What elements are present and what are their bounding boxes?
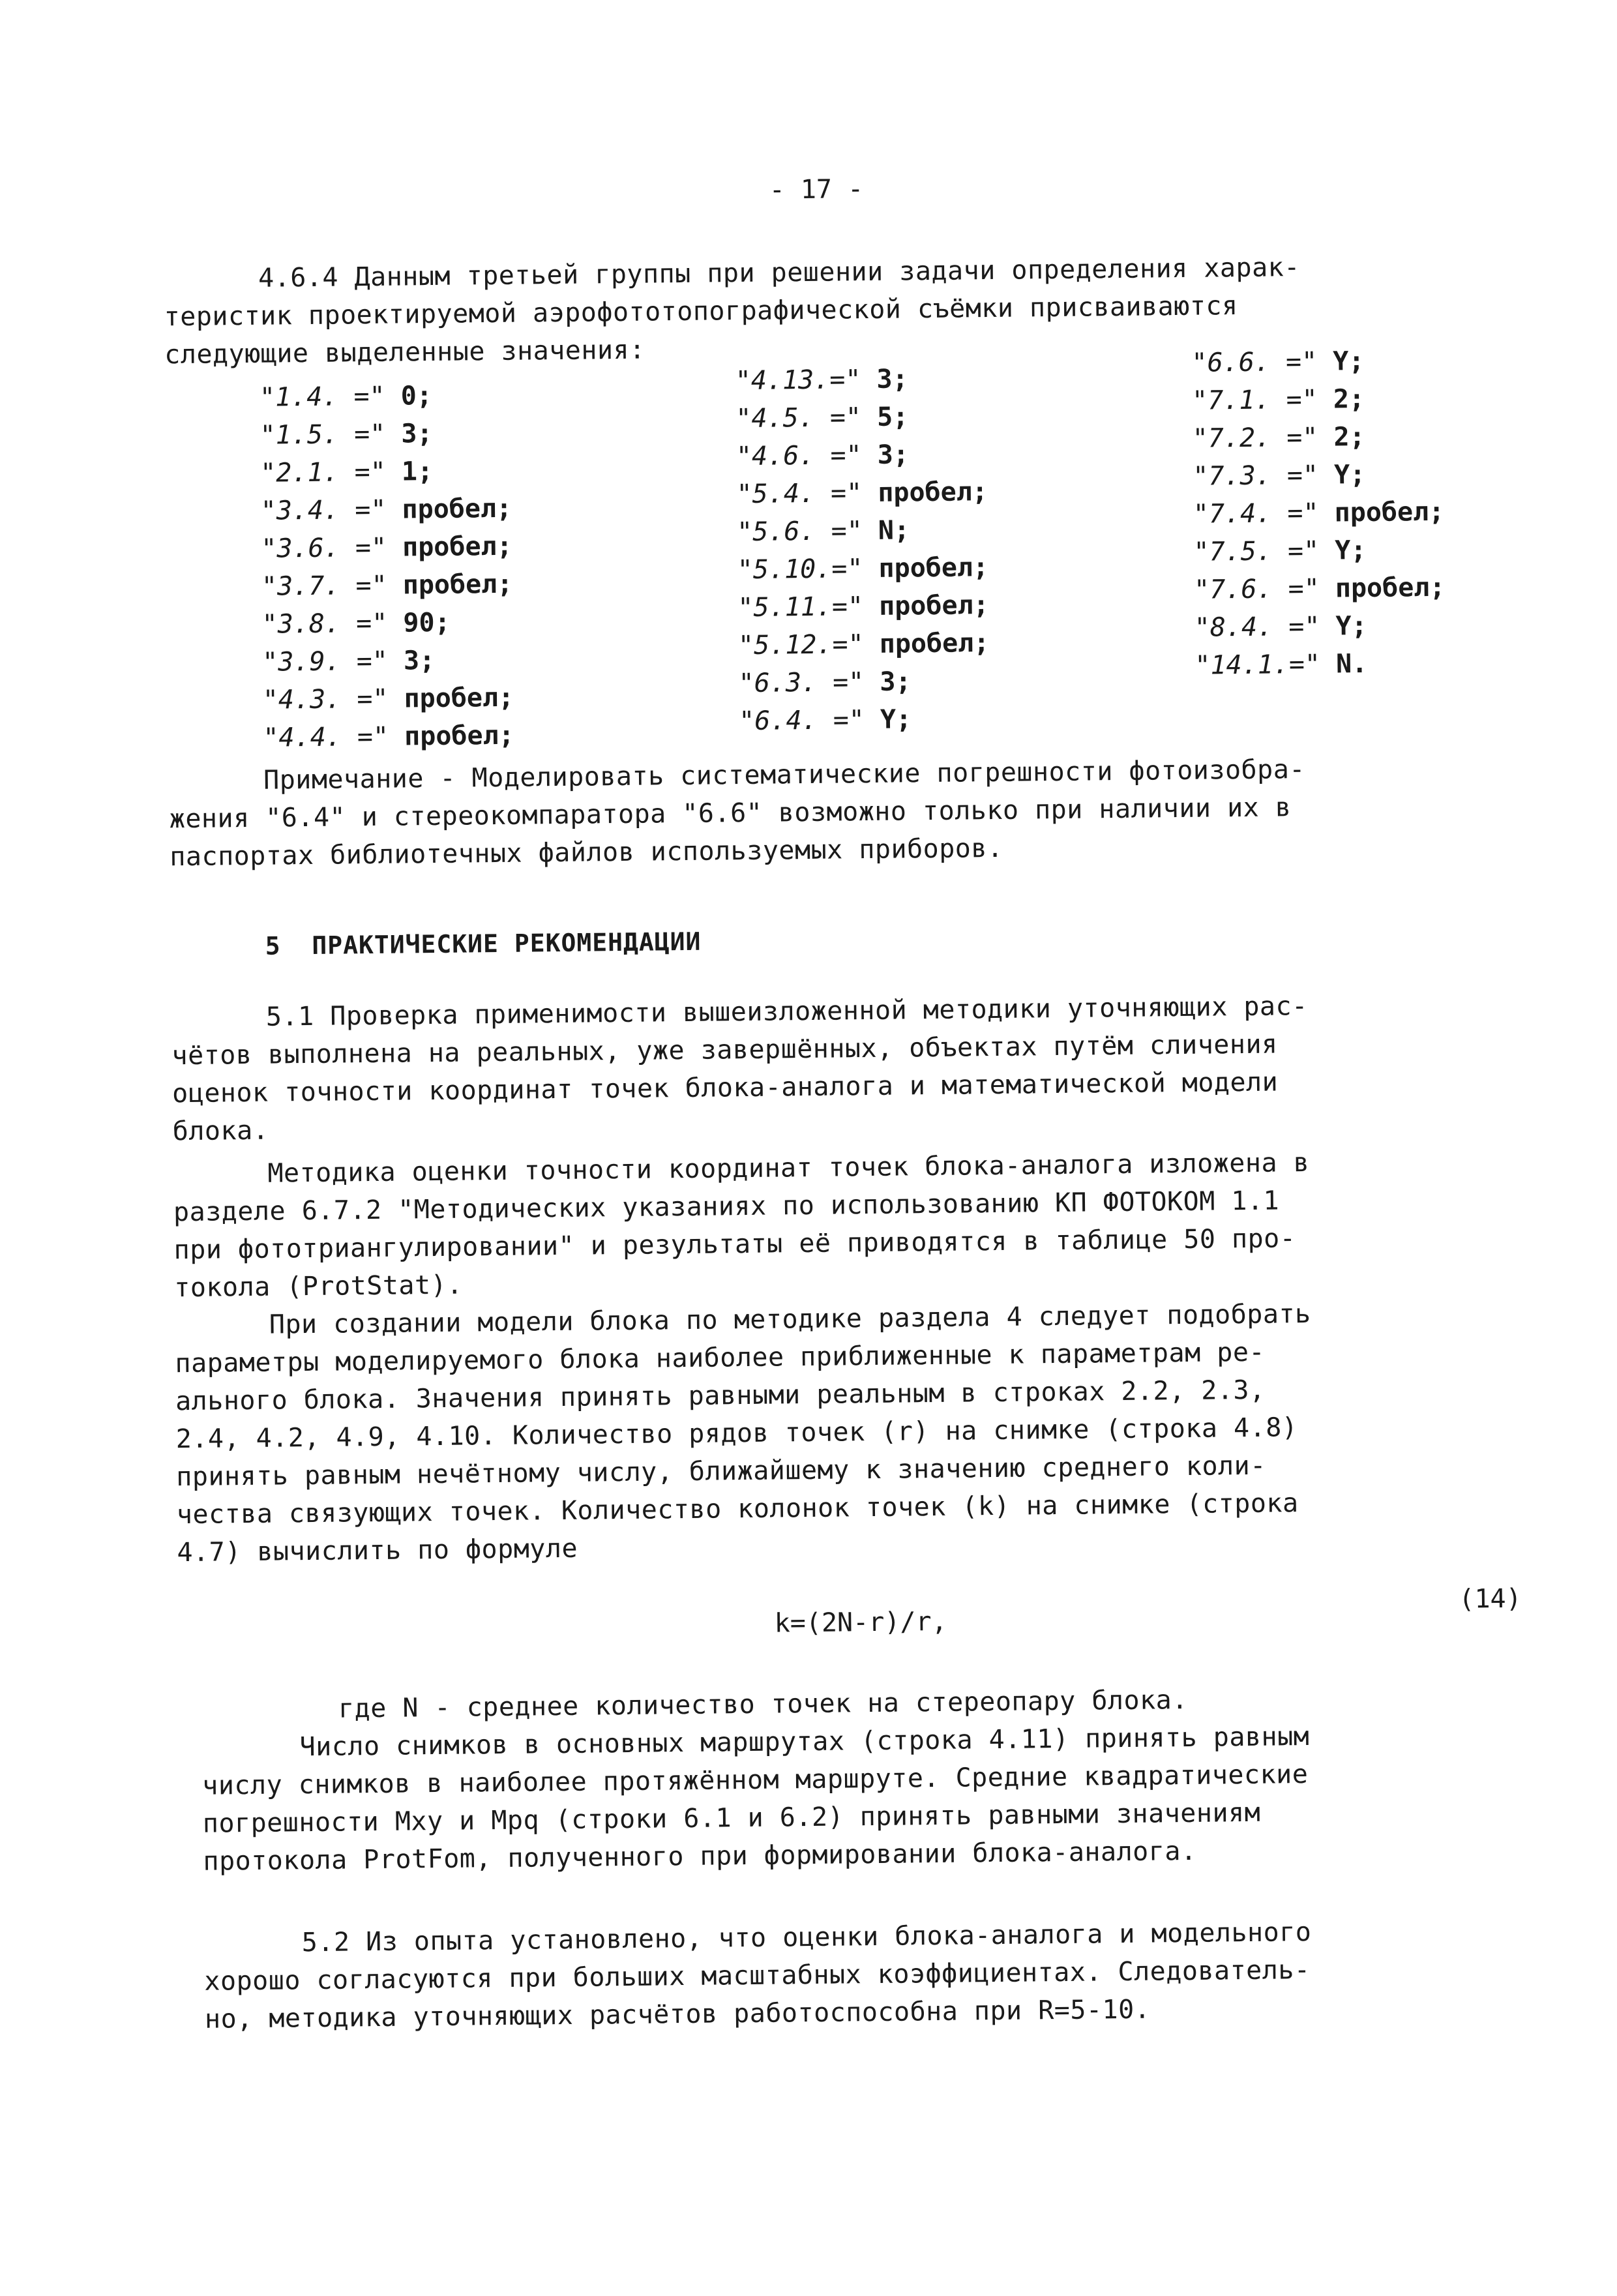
p52-line-2: хорошо согласуются при больших масштабных коэффициентах. Следователь-: [204, 1955, 1311, 1997]
value-key: "7.1. =": [1191, 384, 1318, 416]
p-model-line-6: чества связующих точек. Количество колонок точек (k) на снимке (строка: [176, 1488, 1299, 1530]
p-method-line-3: при фототриангулировании" и результаты её приводятся в таблице 50 про-: [173, 1223, 1296, 1266]
note-line-1: Примечание - Моделировать систематические погрешности фотоизобра-: [263, 754, 1306, 796]
p-model-line-4: 2.4, 4.2, 4.9, 4.10. Количество рядов точек (r) на снимке (строка 4.8): [175, 1412, 1298, 1455]
value-val: 3;: [401, 418, 433, 449]
p52-line-1: 5.2 Из опыта установлено, что оценки блока-аналога и модельного: [301, 1916, 1312, 1958]
value-item: [261, 494, 512, 526]
value-val: пробел;: [878, 552, 989, 584]
value-item: [260, 419, 432, 451]
value-key: "8.4. =": [1194, 611, 1320, 643]
value-key: "5.11.=": [737, 591, 864, 623]
value-key: "3.8. =": [261, 608, 388, 640]
value-item: [1193, 460, 1365, 492]
p-method-line-4: токола (ProtStat).: [174, 1270, 463, 1304]
value-key: "6.4. =": [738, 705, 865, 737]
p51-line-1: 5.1 Проверка применимости вышеизложенной методики уточняющих рас-: [265, 991, 1308, 1032]
value-item: [263, 721, 514, 753]
p-where-line-5: протокола ProtFom, полученного при формировании блока-аналога.: [203, 1836, 1197, 1877]
value-val: N;: [878, 515, 910, 546]
value-item: [1192, 384, 1365, 416]
value-item: [737, 590, 989, 623]
value-item: [261, 531, 512, 564]
value-val: 2;: [1333, 422, 1365, 453]
note-line-3: паспортах библиотечных файлов используемых приборов.: [170, 833, 1003, 872]
value-item: [263, 683, 514, 715]
value-val: Y;: [880, 704, 912, 735]
value-val: пробел;: [402, 493, 512, 525]
p51-line-4: блока.: [172, 1115, 269, 1147]
value-key: "5.12.=": [737, 629, 864, 661]
value-val: N.: [1335, 648, 1368, 679]
value-val: пробел;: [404, 720, 514, 752]
value-item: [1191, 346, 1364, 378]
section-heading: 5 ПРАКТИЧЕСКИЕ РЕКОМЕНДАЦИИ: [265, 927, 702, 961]
p-where-line-2: Число снимков в основных маршрутах (строка 4.11) принять равным: [299, 1722, 1310, 1763]
value-val: пробел;: [1335, 572, 1446, 604]
value-item: [1192, 422, 1365, 454]
value-val: 3;: [876, 364, 908, 395]
value-key: "7.2. =": [1192, 422, 1318, 454]
value-key: "6.3. =": [738, 667, 865, 699]
value-key: "7.6. =": [1193, 573, 1320, 605]
value-item: [737, 515, 910, 547]
value-key: "4.5. =": [735, 402, 862, 434]
p-model-line-5: принять равным нечётному числу, ближайшему к значению среднего коли-: [176, 1450, 1267, 1493]
p464-line-3: следующие выделенные значения:: [164, 335, 645, 370]
value-item: [738, 628, 990, 661]
value-item: [260, 456, 433, 488]
value-val: Y;: [1335, 610, 1367, 642]
value-key: "5.6. =": [736, 516, 863, 548]
value-val: Y;: [1333, 459, 1366, 490]
p-model-line-3: ального блока. Значения принять равными реальным в строках 2.2, 2.3,: [175, 1375, 1266, 1417]
p-where-line-1: где N - среднее количество точек на стереопару блока.: [338, 1684, 1189, 1724]
value-key: "1.4. =": [259, 381, 385, 413]
value-item: [261, 569, 513, 602]
equation-number: (14): [1459, 1583, 1522, 1615]
value-key: "5.10.=": [737, 554, 863, 586]
value-item: [735, 364, 908, 396]
formula: k=(2N-r)/r,: [774, 1606, 947, 1639]
value-key: "1.5. =": [260, 419, 386, 451]
p-model-line-7: 4.7) вычислить по формуле: [177, 1533, 578, 1568]
value-val: 0;: [400, 380, 433, 411]
value-item: [1193, 535, 1366, 567]
value-val: пробел;: [878, 590, 989, 621]
value-val: пробел;: [402, 531, 512, 563]
p-where-line-4: погрешности Mxy и Mpq (строки 6.1 и 6.2) принять равными значениям: [202, 1797, 1261, 1839]
value-key: "4.13.=": [735, 365, 861, 396]
p-model-line-1: При создании модели блока по методике раздела 4 следует подобрать: [269, 1298, 1311, 1340]
value-val: 3;: [880, 666, 912, 697]
value-key: "5.4. =": [736, 478, 863, 510]
value-val: пробел;: [878, 477, 988, 508]
value-item: [261, 608, 450, 640]
value-val: 2;: [1333, 384, 1365, 415]
value-item: [739, 704, 912, 736]
value-key: "3.4. =": [260, 494, 387, 526]
value-val: Y;: [1332, 346, 1365, 377]
value-key: "4.6. =": [735, 440, 862, 472]
value-val: пробел;: [1334, 496, 1445, 528]
p51-line-2: чётов выполнена на реальных, уже завершённых, объектах путём сличения: [171, 1029, 1278, 1071]
value-val: 1;: [401, 456, 434, 487]
value-item: [262, 646, 435, 678]
p464-line-1: 4.6.4 Данным третьей группы при решении задачи определения харак-: [258, 252, 1301, 293]
value-key: "7.5. =": [1193, 535, 1320, 567]
value-item: [736, 477, 988, 509]
value-key: "3.7. =": [261, 570, 387, 602]
value-val: 3;: [877, 440, 910, 470]
value-key: "7.4. =": [1193, 498, 1319, 529]
value-key: "14.1.=": [1194, 649, 1321, 681]
value-key: "7.3. =": [1193, 460, 1319, 492]
value-key: "3.9. =": [261, 646, 389, 678]
value-item: [1194, 573, 1446, 605]
value-key: "2.1. =": [260, 456, 387, 488]
value-val: 3;: [403, 645, 436, 676]
value-item: [1194, 611, 1367, 643]
value-key: "6.6. =": [1191, 346, 1318, 378]
note-line-2: жения "6.4" и стереокомпаратора "6.6" возможно только при наличии их в: [169, 792, 1292, 835]
p-method-line-1: Методика оценки точности координат точек блока-аналога изложена в: [267, 1147, 1310, 1189]
value-val: пробел;: [404, 682, 514, 714]
p-method-line-2: разделе 6.7.2 "Методических указаниях по использованию КП ФОТОКОМ 1.1: [173, 1185, 1280, 1228]
value-key: "4.3. =": [262, 683, 389, 715]
value-item: [1193, 497, 1445, 529]
page-number: - 17 -: [769, 174, 864, 205]
value-key: "4.4. =": [263, 721, 389, 753]
value-item: [737, 552, 989, 585]
value-val: пробел;: [879, 628, 990, 659]
value-val: 90;: [403, 607, 451, 638]
value-item: [738, 666, 911, 698]
value-val: Y;: [1335, 535, 1367, 566]
value-key: "3.6. =": [261, 532, 387, 564]
value-item: [735, 402, 908, 434]
value-val: пробел;: [402, 569, 513, 601]
p-where-line-3: числу снимков в наиболее протяжённом маршруте. Средние квадратические: [202, 1759, 1309, 1801]
value-item: [260, 381, 432, 413]
value-val: 5;: [876, 402, 909, 432]
p51-line-3: оценок точности координат точек блока-аналога и математической модели: [171, 1067, 1279, 1109]
p-model-line-2: параметры моделируемого блока наиболее приближенные к параметрам ре-: [175, 1337, 1266, 1379]
value-item: [1194, 649, 1367, 681]
value-item: [736, 440, 909, 471]
p52-line-3: но, методика уточняющих расчётов работоспособна при R=5-10.: [204, 1994, 1151, 2035]
p464-line-2: теристик проектируемой аэрофототопографической съёмки присваиваются: [164, 291, 1238, 333]
